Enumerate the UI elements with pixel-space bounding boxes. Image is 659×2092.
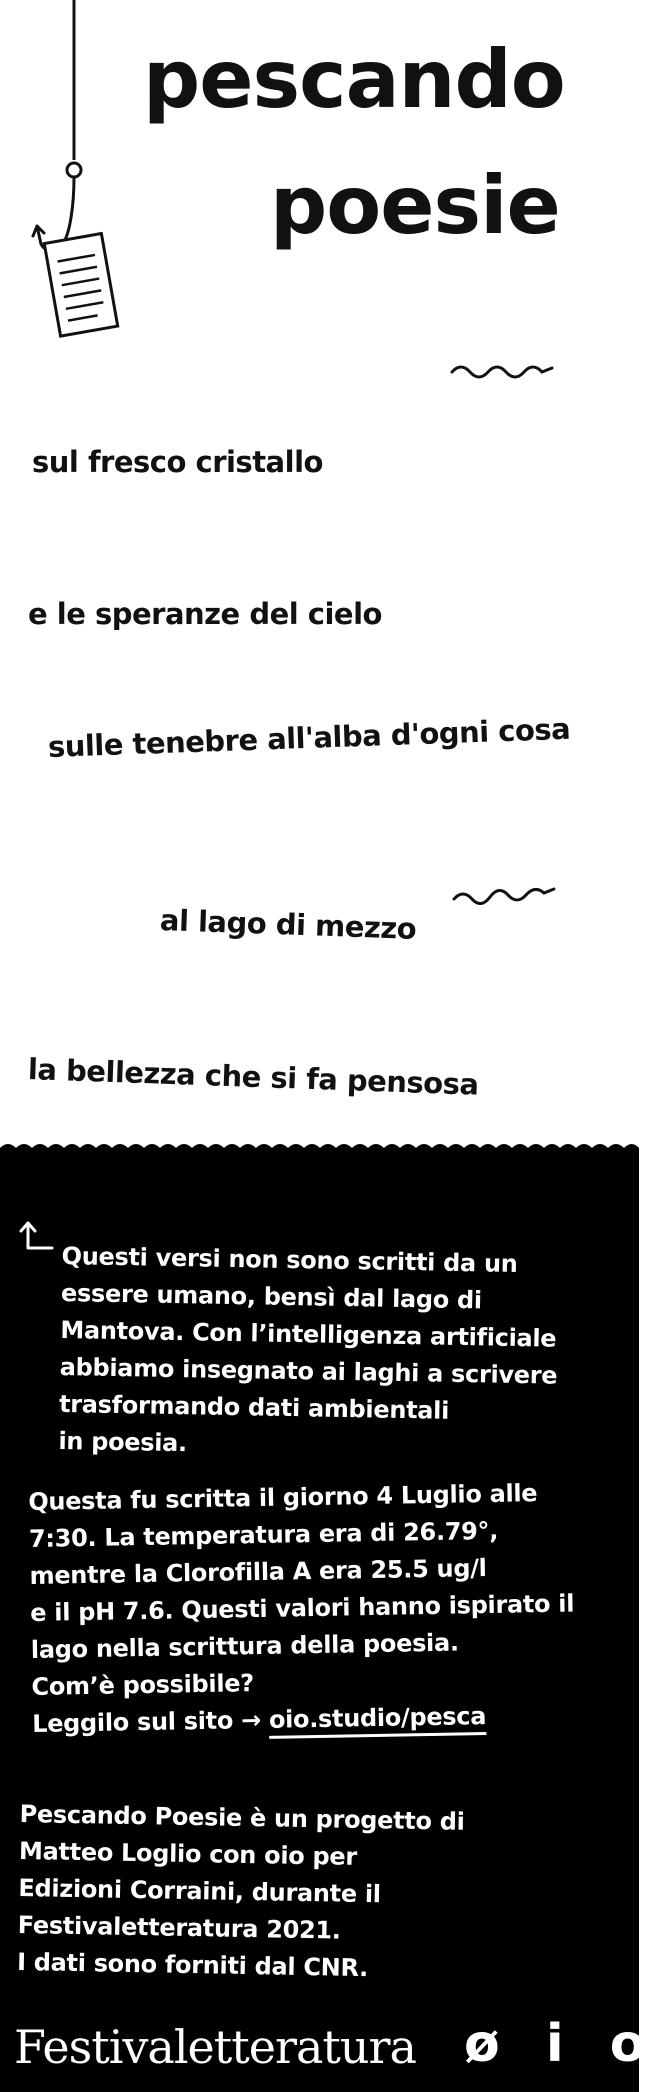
poem-verse: sulle tenebre all'alba d'ogni cosa (47, 711, 571, 764)
oio-logo: ø i o (464, 2014, 659, 2074)
credits-line: I dati sono forniti dal CNR. (16, 1947, 369, 1983)
poem-verse: al lago di mezzo (159, 903, 417, 946)
fishing-hook-illustration (0, 0, 130, 350)
poem-verse: sul fresco cristallo (32, 445, 323, 479)
data-line: lago nella scrittura della poesia. (30, 1628, 459, 1664)
credits-paragraph (17, 1796, 465, 1989)
squiggle-icon (450, 362, 555, 384)
data-line: Com’è possibile? (31, 1669, 255, 1701)
credits-line: Festivaletteratura 2021. (17, 1910, 341, 1945)
title-line-1: pescando (143, 33, 565, 126)
intro-line: in poesia. (58, 1426, 188, 1458)
credits-line: Matteo Loglio con oio per (18, 1836, 358, 1871)
intro-line: trasformando dati ambientali (58, 1389, 450, 1425)
intro-line: Mantova. Con l’intelligenza artificiale (60, 1315, 557, 1353)
intro-paragraph (58, 1238, 559, 1469)
data-line: mentre la Clorofilla A era 25.5 ug/l (29, 1554, 487, 1590)
poem-verse: la bellezza che si fa pensosa (27, 1052, 480, 1102)
corner-up-arrow-icon (18, 1218, 54, 1252)
festival-logo: Festivaletteratura (14, 2020, 416, 2074)
data-paragraph (28, 1475, 576, 1743)
read-more-prefix: Leggilo sul sito → (31, 1705, 262, 1738)
squiggle-icon (452, 885, 557, 907)
poem-verse: e le speranze del cielo (28, 597, 382, 631)
credits-line: Pescando Poesie è un progetto di (19, 1799, 465, 1836)
data-line: e il pH 7.6. Questi valori hanno ispirato il (30, 1589, 575, 1627)
site-link[interactable]: oio.studio/pesca (268, 1702, 487, 1734)
title-line-2: poesie (270, 159, 560, 252)
intro-line: essere umano, bensì dal lago di (60, 1278, 483, 1315)
data-line: Questa fu scritta il giorno 4 Luglio alle (28, 1479, 538, 1516)
credits-line: Edizioni Corraini, durante il (18, 1873, 381, 1909)
data-line: 7:30. La temperatura era di 26.79°, (28, 1516, 499, 1553)
intro-line: Questi versi non sono scritti da un (61, 1241, 518, 1278)
intro-line: abbiamo insegnato ai laghi a scrivere (59, 1352, 558, 1390)
